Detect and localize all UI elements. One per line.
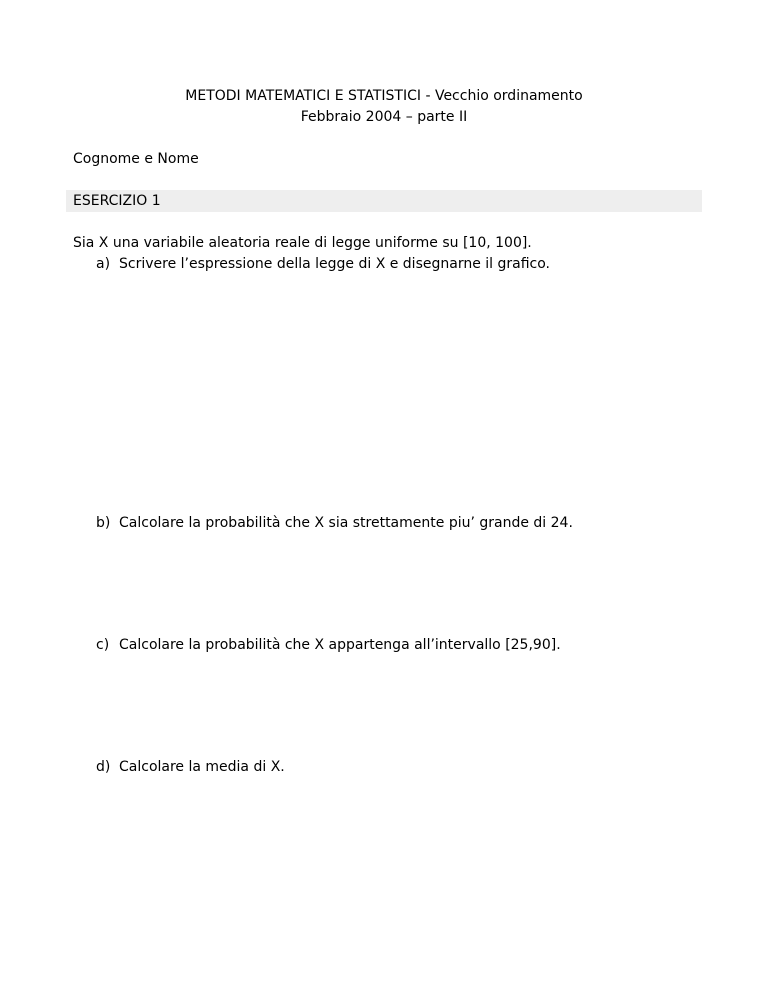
question-item-a	[96, 255, 550, 273]
question-item-c	[96, 636, 561, 654]
question-text: Calcolare la probabilità che X sia strettamente piu’ grande di 24.	[119, 515, 573, 531]
question-marker: a)	[96, 256, 111, 272]
question-text: Calcolare la media di X.	[119, 759, 285, 775]
exercise-header	[66, 190, 702, 212]
exercise-intro: Sia X una variabile aleatoria reale di legge uniforme su [10, 100].	[73, 235, 532, 251]
question-marker: b)	[96, 515, 111, 531]
question-marker: d)	[96, 759, 111, 775]
page-subtitle: Febbraio 2004 – parte II	[300, 109, 468, 125]
page-title: METODI MATEMATICI E STATISTICI - Vecchio ordinamento	[185, 88, 583, 104]
name-label: Cognome e Nome	[73, 151, 199, 167]
question-text: Calcolare la probabilità che X appartenga all’intervallo [25,90].	[119, 637, 561, 653]
question-item-b	[96, 514, 573, 532]
question-text: Scrivere l’espressione della legge di X e disegnarne il grafico.	[119, 256, 550, 272]
question-marker: c)	[96, 637, 110, 653]
question-item-d	[96, 758, 285, 776]
exercise-title: ESERCIZIO 1	[73, 193, 161, 209]
